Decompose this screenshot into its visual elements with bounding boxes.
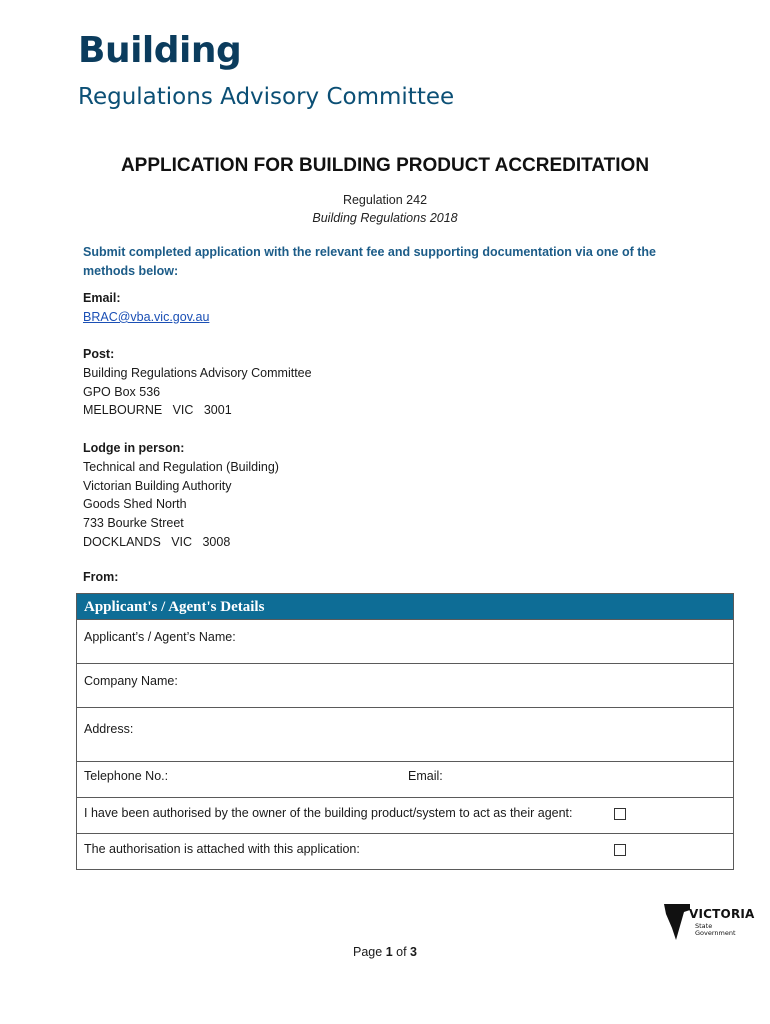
email-section bbox=[83, 289, 209, 327]
victoria-map-icon bbox=[662, 900, 692, 942]
post-line: Building Regulations Advisory Committee bbox=[83, 365, 312, 380]
submission-instruction: Submit completed application with the relevant fee and supporting documentation via one of the methods below: bbox=[83, 245, 656, 278]
authorised-row bbox=[77, 798, 733, 834]
victoria-government-logo bbox=[662, 900, 755, 944]
post-section bbox=[83, 345, 312, 420]
applicant-name-label: Applicant’s / Agent’s Name: bbox=[84, 630, 236, 644]
applicant-name-row[interactable] bbox=[77, 620, 733, 664]
document-title: APPLICATION FOR BUILDING PRODUCT ACCREDITATION bbox=[120, 155, 650, 176]
attached-label: The authorisation is attached with this application: bbox=[84, 842, 360, 856]
logo-state-government: State Government bbox=[695, 922, 736, 937]
lodge-line: DOCKLANDS VIC 3008 bbox=[83, 534, 231, 549]
telephone-label: Telephone No.: bbox=[84, 769, 169, 783]
post-line: GPO Box 536 bbox=[83, 384, 161, 399]
email-heading: Email: bbox=[83, 291, 121, 305]
attached-row bbox=[77, 834, 733, 870]
from-label: From: bbox=[83, 570, 119, 584]
authorised-label: I have been authorised by the owner of the building product/system to act as their agent: bbox=[84, 806, 573, 820]
form-header: Applicant's / Agent's Details bbox=[77, 594, 733, 620]
attached-checkbox[interactable] bbox=[614, 844, 626, 856]
logo-word: VICTORIA bbox=[689, 907, 755, 921]
regulation-source: Building Regulations 2018 bbox=[312, 211, 458, 225]
regulation-number: Regulation 242 bbox=[342, 193, 428, 207]
email-field-label: Email: bbox=[408, 769, 443, 783]
address-row[interactable] bbox=[77, 708, 733, 762]
post-line: MELBOURNE VIC 3001 bbox=[83, 403, 232, 418]
applicant-details-form bbox=[76, 593, 734, 870]
authorised-checkbox[interactable] bbox=[614, 808, 626, 820]
telephone-email-row[interactable] bbox=[77, 762, 733, 798]
post-heading: Post: bbox=[83, 347, 115, 361]
lodge-line: 733 Bourke Street bbox=[83, 516, 184, 531]
page-number: Page 1 of 3 bbox=[353, 945, 417, 959]
brand-title: Building bbox=[78, 30, 242, 71]
company-name-row[interactable] bbox=[77, 664, 733, 708]
company-name-label: Company Name: bbox=[84, 674, 178, 688]
email-link[interactable]: BRAC@vba.vic.gov.au bbox=[83, 309, 210, 324]
lodge-line: Victorian Building Authority bbox=[83, 478, 232, 493]
brand-subtitle: Regulations Advisory Committee bbox=[78, 84, 455, 110]
lodge-line: Technical and Regulation (Building) bbox=[83, 459, 279, 474]
lodge-heading: Lodge in person: bbox=[83, 441, 185, 455]
address-label: Address: bbox=[84, 722, 134, 736]
lodge-line: Goods Shed North bbox=[83, 497, 187, 512]
lodge-section bbox=[83, 439, 279, 552]
